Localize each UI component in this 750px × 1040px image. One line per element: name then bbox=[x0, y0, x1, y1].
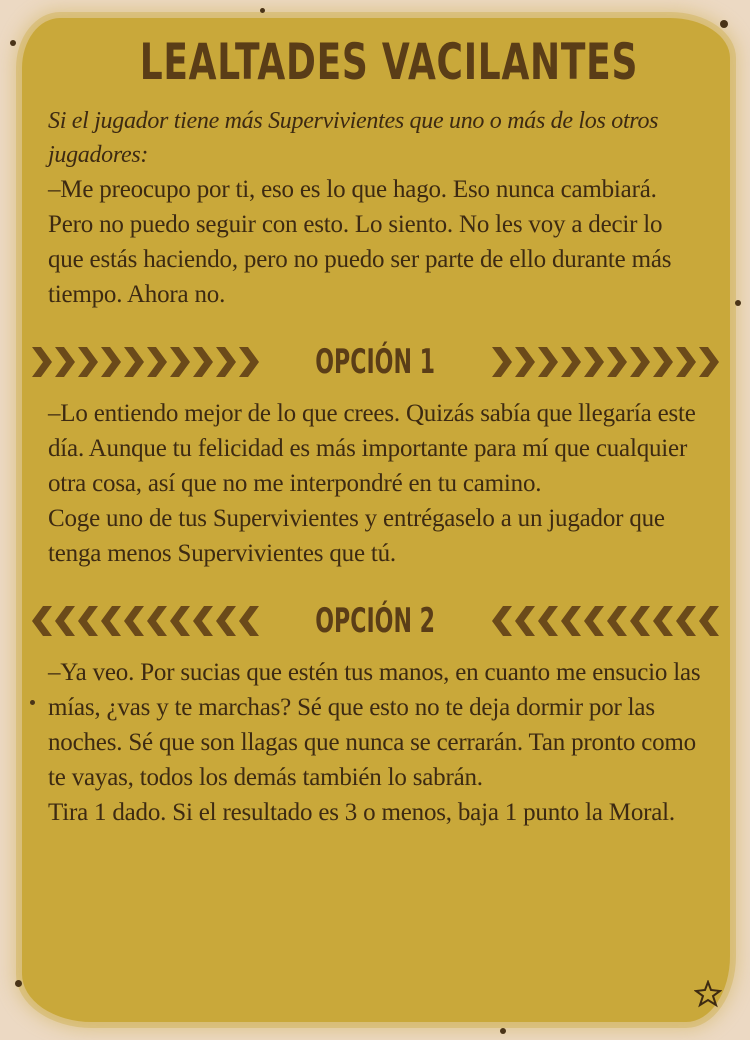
chevron-left-icon bbox=[101, 606, 121, 636]
chevron-right-icon bbox=[239, 347, 259, 377]
chevron-right-icon bbox=[653, 347, 673, 377]
grunge-speck bbox=[260, 8, 265, 13]
chevron-right-icon bbox=[170, 347, 190, 377]
grunge-speck bbox=[720, 20, 728, 28]
chevron-left-icon bbox=[676, 606, 696, 636]
chevron-right-icon bbox=[584, 347, 604, 377]
grunge-speck bbox=[30, 700, 35, 705]
option-2-quote: –Ya veo. Por sucias que estén tus manos, en cuanto me ensucio las mías, ¿vas y te marchas? Sé que esto no te deja dormir por las noches. Sé que son llagas que nunca se cerrarán. Tan pronto como te vayas, todos los demás también lo sabrán. bbox=[48, 659, 701, 791]
chevron-left-icon bbox=[193, 606, 213, 636]
chevron-right-icon bbox=[630, 347, 650, 377]
chevron-right-icon bbox=[78, 347, 98, 377]
chevron-left-icon bbox=[32, 606, 52, 636]
chevron-left-icon bbox=[538, 606, 558, 636]
chevron-left-icon bbox=[239, 606, 259, 636]
chevron-right-icon bbox=[193, 347, 213, 377]
chevron-group-right bbox=[492, 347, 719, 377]
grunge-speck bbox=[15, 980, 22, 987]
chevron-group-left bbox=[32, 347, 259, 377]
chevron-right-icon bbox=[32, 347, 52, 377]
chevron-left-icon bbox=[492, 606, 512, 636]
card-title: LEALTADES VACILANTES bbox=[139, 33, 639, 91]
option-2-effect: Tira 1 dado. Si el resultado es 3 o menos, baja 1 punto la Moral. bbox=[48, 799, 675, 826]
chevron-left-icon bbox=[78, 606, 98, 636]
chevron-left-icon bbox=[584, 606, 604, 636]
chevron-right-icon bbox=[515, 347, 535, 377]
grunge-speck bbox=[500, 1028, 506, 1034]
chevron-left-icon bbox=[55, 606, 75, 636]
grunge-speck bbox=[10, 40, 16, 46]
chevron-left-icon bbox=[699, 606, 719, 636]
chevron-group-left bbox=[32, 606, 259, 636]
chevron-right-icon bbox=[55, 347, 75, 377]
chevron-right-icon bbox=[492, 347, 512, 377]
chevron-left-icon bbox=[607, 606, 627, 636]
card-content bbox=[48, 30, 703, 830]
option-2-label: OPCIÓN 2 bbox=[315, 601, 436, 641]
option-1-effect: Coge uno de tus Supervivientes y entrégaselo a un jugador que tenga menos Supervivientes que tú. bbox=[48, 505, 665, 567]
chevron-right-icon bbox=[607, 347, 627, 377]
option-2-header bbox=[32, 601, 719, 641]
chevron-right-icon bbox=[101, 347, 121, 377]
option-1-header bbox=[32, 342, 719, 382]
chevron-right-icon bbox=[147, 347, 167, 377]
chevron-left-icon bbox=[515, 606, 535, 636]
chevron-left-icon bbox=[653, 606, 673, 636]
chevron-right-icon bbox=[676, 347, 696, 377]
chevron-right-icon bbox=[216, 347, 236, 377]
chevron-left-icon bbox=[216, 606, 236, 636]
grunge-speck bbox=[735, 300, 741, 306]
chevron-left-icon bbox=[561, 606, 581, 636]
chevron-left-icon bbox=[630, 606, 650, 636]
chevron-group-right bbox=[492, 606, 719, 636]
chevron-left-icon bbox=[170, 606, 190, 636]
condition-text: Si el jugador tiene más Supervivientes que uno o más de los otros jugadores: bbox=[48, 108, 659, 168]
chevron-right-icon bbox=[699, 347, 719, 377]
chevron-right-icon bbox=[561, 347, 581, 377]
option-1-quote: –Lo entiendo mejor de lo que crees. Quizás sabía que llegaría este día. Aunque tu felicidad es más importante para mí que cualquier otra cosa, así que no me interpondré en tu camino. bbox=[48, 400, 696, 497]
intro-text: –Me preocupo por ti, eso es lo que hago. Eso nunca cambiará. Pero no puedo seguir con esto. Lo siento. No les voy a decir lo que estás haciendo, pero no puedo ser parte de ello durante más tiempo. Ahora no. bbox=[48, 176, 672, 308]
option-1-label: OPCIÓN 1 bbox=[315, 342, 436, 382]
chevron-left-icon bbox=[124, 606, 144, 636]
game-logo-icon bbox=[694, 980, 722, 1008]
chevron-right-icon bbox=[538, 347, 558, 377]
chevron-left-icon bbox=[147, 606, 167, 636]
chevron-right-icon bbox=[124, 347, 144, 377]
